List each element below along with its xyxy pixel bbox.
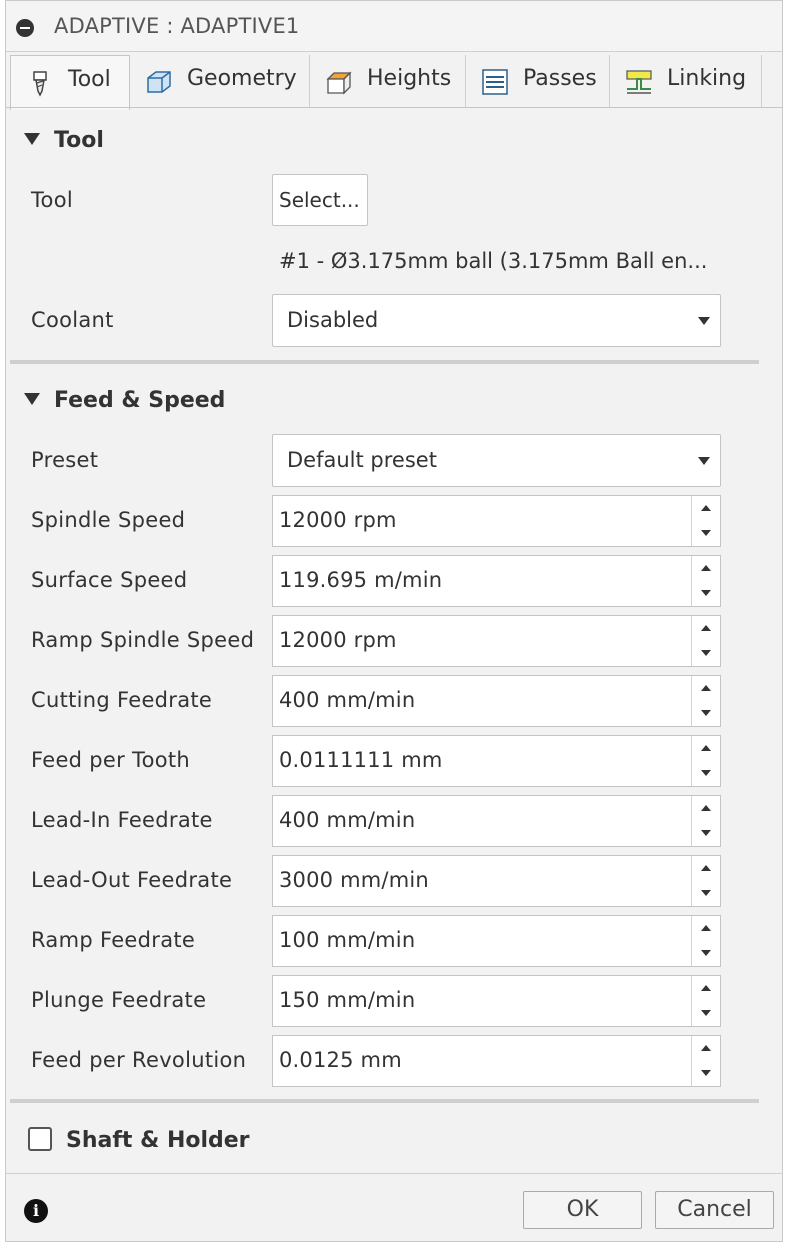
spinner <box>691 1036 720 1086</box>
spin-down-icon[interactable] <box>692 821 720 846</box>
spinner <box>691 916 720 966</box>
field-value: 400 mm/min <box>279 688 416 712</box>
spin-down-icon[interactable] <box>692 941 720 966</box>
spinner <box>691 496 720 546</box>
tab-geometry-label: Geometry <box>187 66 297 91</box>
cutting-feedrate-input[interactable] <box>272 675 721 727</box>
spinner <box>691 676 720 726</box>
shaft-holder-label: Shaft & Holder <box>66 1128 250 1153</box>
surface-speed-input[interactable] <box>272 555 721 607</box>
preset-label: Preset <box>31 448 99 472</box>
tab-linking-label: Linking <box>667 66 747 91</box>
lead-in-feedrate-input[interactable] <box>272 795 721 847</box>
tab-passes-label: Passes <box>523 66 597 91</box>
field-value: 0.0111111 mm <box>279 748 443 772</box>
spin-up-icon[interactable] <box>692 916 720 941</box>
field-label: Feed per Revolution <box>31 1048 247 1072</box>
field-value: 12000 rpm <box>279 628 397 652</box>
spindle-speed-input[interactable] <box>272 495 721 547</box>
cancel-button[interactable]: Cancel <box>655 1191 774 1229</box>
dropdown-caret-icon <box>698 457 710 465</box>
field-label: Surface Speed <box>31 568 188 592</box>
feed-per-revolution-input[interactable] <box>272 1035 721 1087</box>
spinner <box>691 856 720 906</box>
tab-linking[interactable] <box>610 55 762 107</box>
field-value: 12000 rpm <box>279 508 397 532</box>
tool-label: Tool <box>31 188 73 212</box>
spin-up-icon[interactable] <box>692 1036 720 1061</box>
coolant-label: Coolant <box>31 308 114 332</box>
field-label: Cutting Feedrate <box>31 688 213 712</box>
spin-up-icon[interactable] <box>692 676 720 701</box>
field-value: 119.695 m/min <box>279 568 443 592</box>
coolant-dropdown[interactable] <box>272 294 721 347</box>
spin-down-icon[interactable] <box>692 581 720 606</box>
tool-section-title: Tool <box>54 128 104 153</box>
geometry-cube-icon <box>144 68 174 96</box>
shaft-holder-checkbox[interactable] <box>28 1127 52 1151</box>
spin-down-icon[interactable] <box>692 1001 720 1026</box>
spin-up-icon[interactable] <box>692 736 720 761</box>
field-label: Plunge Feedrate <box>31 988 207 1012</box>
spinner <box>691 736 720 786</box>
dropdown-caret-icon <box>698 317 710 325</box>
collapse-icon[interactable] <box>16 19 34 37</box>
ramp-spindle-speed-input[interactable] <box>272 615 721 667</box>
spin-up-icon[interactable] <box>692 496 720 521</box>
collapse-triangle-icon <box>24 133 40 145</box>
tab-heights[interactable] <box>310 55 466 107</box>
select-tool-button[interactable]: Select... <box>272 174 368 226</box>
coolant-value: Disabled <box>287 308 379 332</box>
field-label: Spindle Speed <box>31 508 186 532</box>
field-label: Ramp Spindle Speed <box>31 628 255 652</box>
field-value: 100 mm/min <box>279 928 416 952</box>
linking-icon <box>624 68 654 96</box>
field-label: Feed per Tooth <box>31 748 191 772</box>
spinner <box>691 976 720 1026</box>
spin-up-icon[interactable] <box>692 556 720 581</box>
spin-down-icon[interactable] <box>692 521 720 546</box>
spin-down-icon[interactable] <box>692 1061 720 1086</box>
spin-down-icon[interactable] <box>692 761 720 786</box>
field-label: Lead-In Feedrate <box>31 808 213 832</box>
spinner <box>691 796 720 846</box>
spin-up-icon[interactable] <box>692 796 720 821</box>
spin-down-icon[interactable] <box>692 881 720 906</box>
footer-divider <box>6 1173 782 1174</box>
field-value: 150 mm/min <box>279 988 416 1012</box>
dialog-title: ADAPTIVE : ADAPTIVE1 <box>54 14 300 38</box>
collapse-triangle-icon <box>24 393 40 405</box>
field-value: 0.0125 mm <box>279 1048 402 1072</box>
spin-up-icon[interactable] <box>692 976 720 1001</box>
preset-value: Default preset <box>287 448 437 472</box>
field-label: Ramp Feedrate <box>31 928 196 952</box>
section-divider <box>10 1099 759 1103</box>
ramp-feedrate-input[interactable] <box>272 915 721 967</box>
info-icon[interactable]: i <box>24 1199 48 1223</box>
operation-dialog <box>5 0 783 1242</box>
ok-button[interactable]: OK <box>523 1191 642 1229</box>
tab-underline <box>6 107 782 108</box>
spin-up-icon[interactable] <box>692 616 720 641</box>
passes-icon <box>480 68 510 96</box>
feed-section-title: Feed & Speed <box>54 388 226 413</box>
tab-geometry[interactable] <box>130 55 310 107</box>
tab-passes[interactable] <box>466 55 610 107</box>
plunge-feedrate-input[interactable] <box>272 975 721 1027</box>
title-bar <box>6 1 782 52</box>
field-label: Lead-Out Feedrate <box>31 868 233 892</box>
tool-description: #1 - Ø3.175mm ball (3.175mm Ball en... <box>279 249 708 273</box>
heights-box-icon <box>324 68 354 96</box>
tool-bit-icon <box>25 69 55 97</box>
lead-out-feedrate-input[interactable] <box>272 855 721 907</box>
spin-down-icon[interactable] <box>692 701 720 726</box>
spinner <box>691 556 720 606</box>
preset-dropdown[interactable] <box>272 434 721 487</box>
tool-section-header[interactable] <box>24 128 104 153</box>
field-value: 400 mm/min <box>279 808 416 832</box>
field-value: 3000 mm/min <box>279 868 429 892</box>
spinner <box>691 616 720 666</box>
tab-heights-label: Heights <box>367 66 452 91</box>
spin-down-icon[interactable] <box>692 641 720 666</box>
tab-bar <box>6 55 782 107</box>
spin-up-icon[interactable] <box>692 856 720 881</box>
tab-tool-label: Tool <box>68 67 111 92</box>
feed-section-header[interactable] <box>24 388 225 413</box>
section-divider <box>10 360 759 364</box>
feed-per-tooth-input[interactable] <box>272 735 721 787</box>
tab-tool[interactable] <box>10 55 130 110</box>
